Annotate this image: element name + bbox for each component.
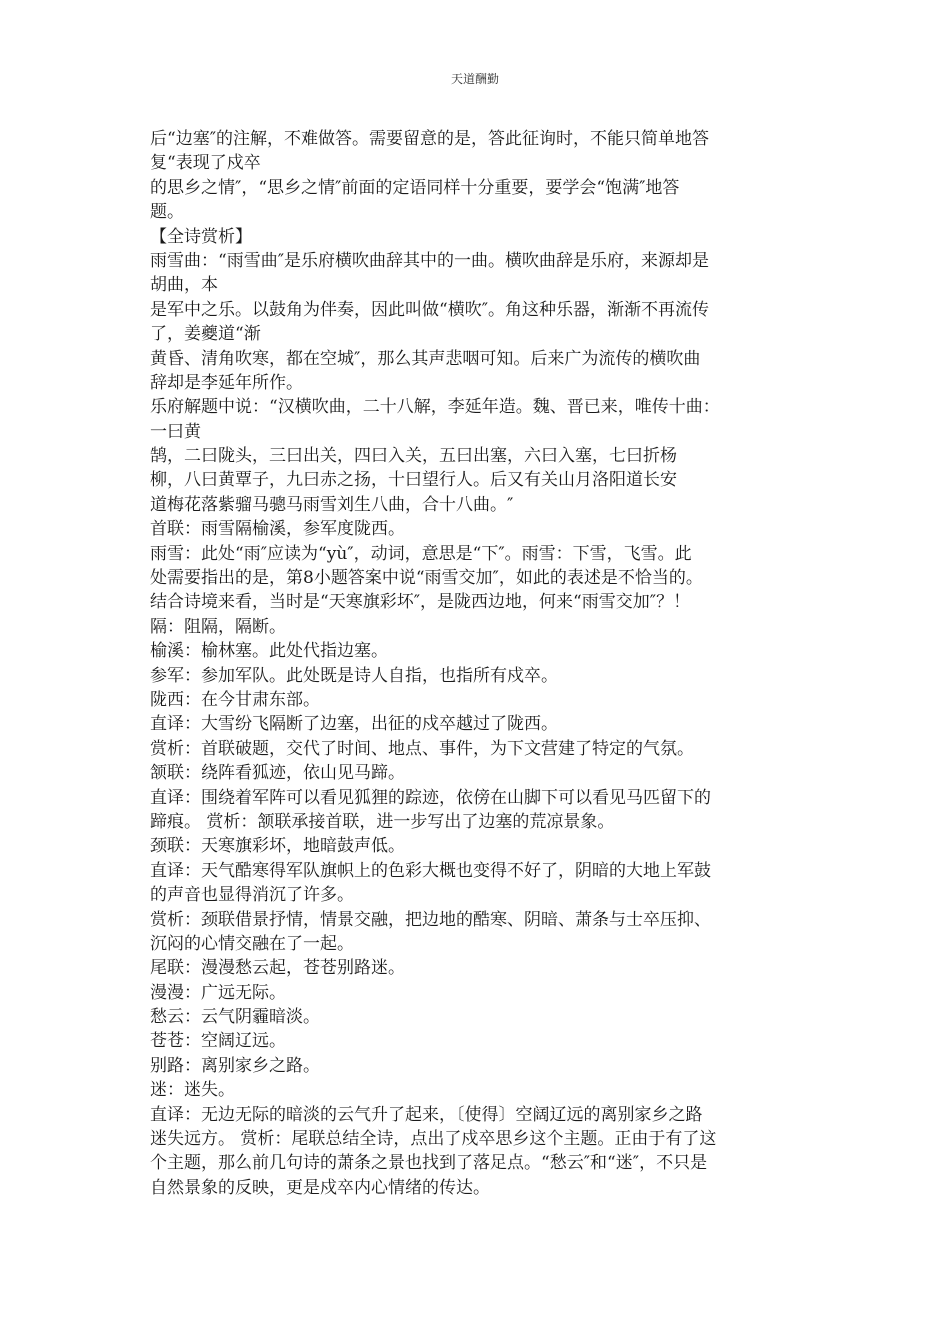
text-line: 处需要指出的是，第8小题答案中说“雨雪交加″，如此的表述是不恰当的。 <box>150 568 703 589</box>
text-line: 尾联：漫漫愁云起，苍苍别路迷。 <box>150 958 405 979</box>
text-line: 个主题，那么前几句诗的萧条之景也找到了落足点。“愁云″和“迷″，不只是 <box>150 1153 708 1174</box>
text-line: 后“边塞″的注解，不难做答。需要留意的是，答此征询时，不能只简单地答 <box>150 129 710 149</box>
text-line: 直译：围绕着军阵可以看见狐狸的踪迹，依傍在山脚下可以看见马匹留下的 <box>150 787 711 808</box>
text-line: 沉闷的心情交融在了一起。 <box>150 933 354 954</box>
text-line: 鹄，二曰陇头，三曰出关，四曰入关，五曰出塞，六曰入塞，七曰折杨 <box>150 446 677 467</box>
text-line: 一曰黄 <box>150 421 201 442</box>
text-line: 乐府解题中说：“汉横吹曲，二十八解，李延年造。魏、晋已来，唯传十曲： <box>150 397 720 418</box>
text-line: 蹄痕。 赏析：颔联承接首联，进一步写出了边塞的荒凉景象。 <box>150 811 615 832</box>
text-line: 赏析：颈联借景抒情，情景交融，把边地的酷寒、阴暗、萧条与士卒压抑、 <box>150 909 711 930</box>
text-line: 结合诗境来看，当时是“天寒旗彩坏″，是陇西边地，何来“雨雪交加″？！ <box>150 592 691 613</box>
text-line: 愁云：云气阴霾暗淡。 <box>150 1007 320 1028</box>
text-line: 隔：阻隔，隔断。 <box>150 616 286 637</box>
text-line: 的思乡之情″，“思乡之情″前面的定语同样十分重要，要学会“饱满″地答 <box>150 177 680 198</box>
text-line: 复“表现了戍卒 <box>150 153 261 174</box>
text-line: 的声音也显得消沉了许多。 <box>150 885 354 906</box>
text-line: 雨雪曲：“雨雪曲″是乐府横吹曲辞其中的一曲。横吹曲辞是乐府，来源却是 <box>150 250 710 271</box>
text-line: 了，姜夔道“渐 <box>150 324 261 345</box>
text-line: 自然景象的反映，更是戍卒内心情绪的传达。 <box>150 1177 490 1198</box>
text-line: 陇西：在今甘肃东部。 <box>150 689 320 710</box>
text-line: 直译：天气酷寒得军队旗帜上的色彩大概也变得不好了，阴暗的大地上军鼓 <box>150 860 711 881</box>
text-line: 雨雪：此处“雨″应读为“yù″，动词，意思是“下″。雨雪：下雪，飞雪。此 <box>150 543 692 564</box>
page-header: 天道酬勤 <box>450 72 499 86</box>
text-line: 参军：参加军队。此处既是诗人自指，也指所有戍卒。 <box>150 665 558 686</box>
text-line: 颔联：绕阵看狐迹，依山见马蹄。 <box>150 763 405 784</box>
text-line: 首联：雨雪隔榆溪，参军度陇西。 <box>150 519 405 540</box>
text-line: 漫漫：广远无际。 <box>150 982 286 1003</box>
text-line: 迷失远方。 赏析：尾联总结全诗，点出了戍卒思乡这个主题。正由于有了这 <box>150 1129 717 1150</box>
text-line: 榆溪：榆林塞。此处代指边塞。 <box>150 641 388 662</box>
text-line: 是军中之乐。以鼓角为伴奏，因此叫做“横吹″。角这种乐器，渐渐不再流传 <box>150 299 710 320</box>
text-line: 题。 <box>150 202 184 223</box>
text-line: 颈联：天寒旗彩坏，地暗鼓声低。 <box>150 836 405 857</box>
document-body <box>150 127 805 1200</box>
text-line: 苍苍：空阔辽远。 <box>150 1031 286 1052</box>
text-line: 别路：离别家乡之路。 <box>150 1055 320 1076</box>
text-line: 柳，八曰黄覃子，九曰赤之扬，十曰望行人。后又有关山月洛阳道长安 <box>150 470 677 491</box>
text-line: 胡曲，本 <box>150 275 218 296</box>
text-line: 道梅花落紫骝马骢马雨雪刘生八曲，合十八曲。″ <box>150 494 514 515</box>
text-line: 迷：迷失。 <box>150 1080 235 1101</box>
text-line: 直译：无边无际的暗淡的云气升了起来，〔使得〕空阔辽远的离别家乡之路 <box>150 1104 703 1125</box>
text-line: 【全诗赏析】 <box>150 226 252 247</box>
text-line: 直译：大雪纷飞隔断了边塞，出征的戍卒越过了陇西。 <box>150 714 558 735</box>
text-line: 赏析：首联破题，交代了时间、地点、事件，为下文营建了特定的气氛。 <box>150 738 694 759</box>
text-line: 黄昏、清角吹寒，都在空城″，那么其声悲咽可知。后来广为流传的横吹曲 <box>150 348 701 369</box>
text-line: 辞却是李延年所作。 <box>150 372 303 393</box>
